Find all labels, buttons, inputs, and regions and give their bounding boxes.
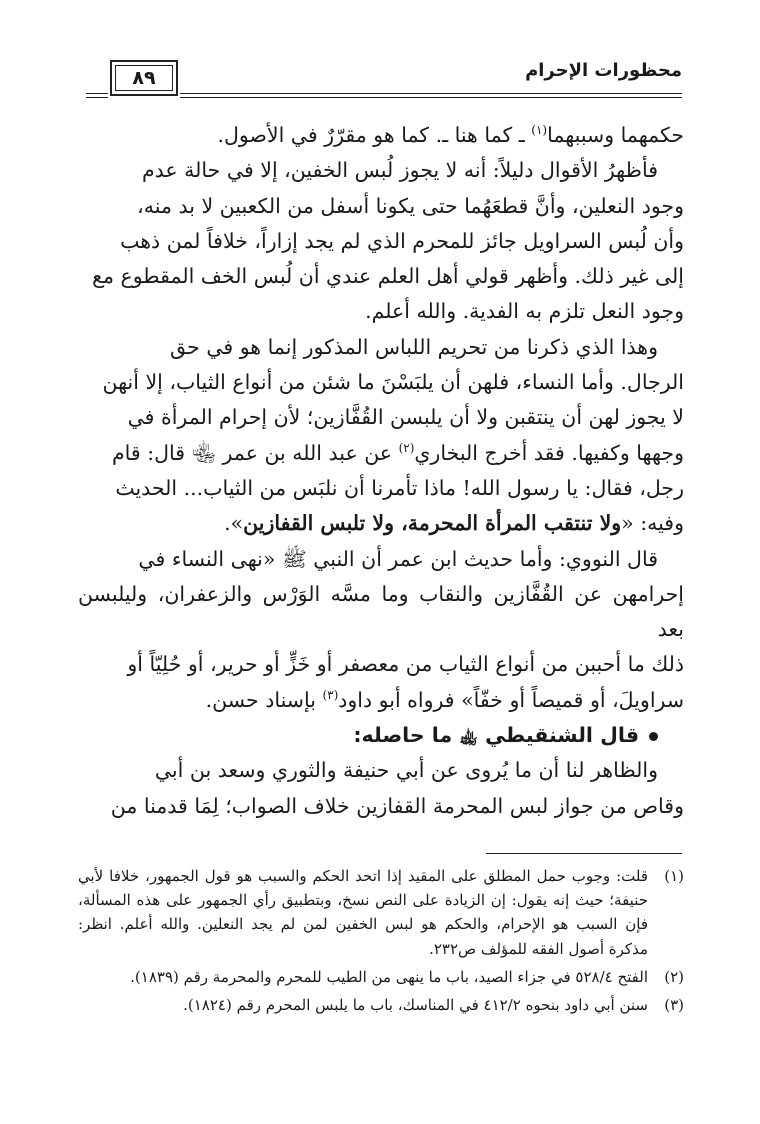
text-line: إلى غير ذلك. وأظهر قولي أهل العلم عندي أن لُبس الخف المقطوع مع (92, 264, 684, 289)
footnote-text: سنن أبي داود بنحوه ٤١٢/٢ في المناسك، باب ما يلبس المحرم رقم (١٨٢٤). (183, 996, 648, 1015)
footnote-number: (٣) (664, 996, 684, 1015)
header-rule (180, 93, 682, 98)
footnotes (78, 864, 684, 1021)
text-line: وقاص من جواز لبس المحرمة القفازين خلاف الصواب؛ لِمَا قدمنا من (110, 793, 684, 818)
hadith-quote: ولا تنتقب المرأة المحرمة، ولا تلبس القفازين (243, 511, 622, 536)
footnote-text: الفتح ٥٢٨/٤ في جزاء الصيد، باب ما ينهى من الطيب للمحرم والمحرمة رقم (١٨٣٩). (130, 967, 648, 986)
running-title: محظورات الإحرام (525, 60, 682, 81)
bullet-icon (649, 732, 658, 741)
text-line: حكمهما وسببهما$^{(١)}$ ـ كما هنا ـ. كما هو مقرّرٌ في الأصول. (217, 123, 684, 147)
text-line: وجود النعلين، وأنَّ قطعَهُما حتى يكونا أسفل من الكعبين لا بد منه، (137, 193, 684, 218)
header-rule-left (86, 93, 108, 98)
text-line: الرجال. وأما النساء، فلهن أن يلبَسْنَ ما شئن من أنواع الثياب، إلا أنهن (102, 370, 684, 395)
text-line: إحرامهن عن القُفَّازين والنقاب وما مسَّه الوَرْس والزعفران، وليلبسن بعد (78, 581, 684, 642)
text-line: والظاهر لنا أن ما يُروى عن أبي حنيفة والثوري وسعد بن أبي (154, 758, 658, 783)
section-heading: قال الشنقيطي ﵀ ما حاصله: (78, 718, 684, 753)
footnote-number: (١) (664, 867, 684, 885)
text-line: وفيه: «ولا تنتقب المرأة المحرمة، ولا تلبس القفازين». (224, 511, 684, 536)
footnote-ref[interactable]: (١) (531, 123, 548, 138)
text-line: ذلك ما أحببن من أنواع الثياب من معصفر أو خَزٍّ أو حرير، أو حُلِيّاً أو (127, 652, 684, 677)
text-line: لا يجوز لهن أن ينتقبن ولا أن يلبسن القُفَّازين؛ لأن إحرام المرأة في (127, 405, 684, 430)
page-header (86, 56, 682, 100)
text-line: وأن لُبس السراويل جائز للمحرم الذي لم يجد إزاراً، خلافاً لمن ذهب (120, 228, 684, 253)
footnote (78, 965, 684, 989)
footnote (78, 864, 684, 961)
page-number: ٨٩ (115, 65, 173, 91)
text-line: قال النووي: وأما حديث ابن عمر أن النبي ﷺ «نهى النساء في (138, 546, 658, 571)
text-line: وجود النعل تلزم به الفدية. والله أعلم. (365, 299, 684, 324)
text-line: وجهها وكفيها. فقد أخرج البخاري$^{(٢)}$ عن عبد الله بن عمر ﵄ قال: قام (111, 440, 684, 465)
footnote-text: قلت: وجوب حمل المطلق على المقيد إذا اتحد الحكم والسبب هو قول الجمهور، خلافا لأبي حنيفة؛ حيث إنه يقول: إن الزيادة على النص نسخ، وبتطبيق رأي الجمهور على هذه المسألة، فإن السبب هو الإحرام، والحكم هو لبس الخفين لمن لم يجد النعلين. والله أعلم. انظر: مذكرة أصول الفقه للمؤلف ص٢٣٢. (78, 867, 648, 958)
main-text (78, 118, 684, 824)
text-line: وهذا الذي ذكرنا من تحريم اللباس المذكور إنما هو في حق (170, 334, 658, 359)
page-number-frame (110, 60, 178, 96)
footnote (78, 993, 684, 1017)
text-line: فأظهرُ الأقوال دليلاً: أنه لا يجوز لُبس الخفين، إلا في حالة عدم (141, 158, 658, 183)
footnote-number: (٢) (664, 967, 684, 986)
footnote-separator (486, 853, 682, 854)
footnote-ref[interactable]: (٣) (322, 687, 339, 702)
footnote-ref[interactable]: (٢) (398, 440, 415, 455)
text-line: سراويلَ، أو قميصاً أو خفّاً» فرواه أبو داود$^{(٣)}$ بإسناد حسن. (205, 687, 684, 712)
text-line: رجل، فقال: يا رسول الله! ماذا تأمرنا أن نلبَس من الثياب... الحديث (115, 475, 684, 500)
